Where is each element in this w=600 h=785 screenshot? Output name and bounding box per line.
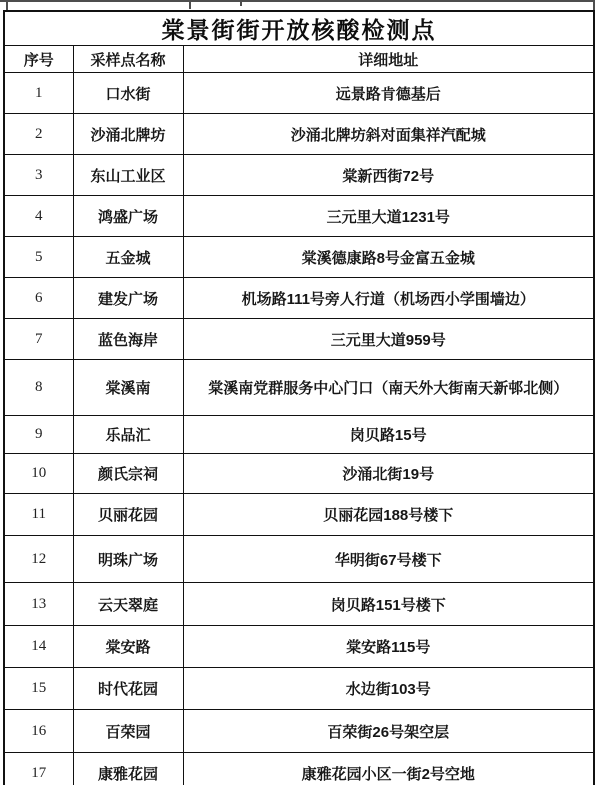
table-row: [4, 753, 594, 785]
row-number-cell: 15: [4, 668, 73, 710]
cropped-cell-border-tick: [240, 0, 242, 6]
column-header-name: 采样点名称: [73, 46, 183, 73]
row-number-cell: 6: [4, 278, 73, 319]
site-name-cell: 贝丽花园: [73, 494, 183, 536]
row-number-cell: 14: [4, 626, 73, 668]
site-name-cell: 云天翠庭: [73, 583, 183, 626]
site-name-cell: 百荣园: [73, 710, 183, 753]
row-number-cell: 10: [4, 454, 73, 494]
row-number-cell: 7: [4, 319, 73, 360]
table-title: 棠景街街开放核酸检测点: [4, 11, 594, 46]
row-number-cell: 3: [4, 155, 73, 196]
row-number-cell: 5: [4, 237, 73, 278]
table-row: [4, 360, 594, 416]
cropped-row-border-line: [0, 0, 595, 2]
table-row: [4, 196, 594, 237]
row-number-cell: 13: [4, 583, 73, 626]
table-row: [4, 583, 594, 626]
address-cell: 沙涌北街19号: [183, 454, 594, 494]
row-number-cell: 8: [4, 360, 73, 416]
table-row: [4, 114, 594, 155]
table-header-row: [4, 46, 594, 73]
table-row: [4, 278, 594, 319]
table-title-row: [4, 11, 594, 46]
cropped-cell-border-tick: [189, 0, 191, 9]
address-cell: 机场路111号旁人行道（机场西小学围墙边）: [183, 278, 594, 319]
table-row: [4, 319, 594, 360]
row-number-cell: 9: [4, 416, 73, 454]
site-name-cell: 时代花园: [73, 668, 183, 710]
address-cell: 华明街67号楼下: [183, 536, 594, 583]
row-number-cell: 1: [4, 73, 73, 114]
site-name-cell: 明珠广场: [73, 536, 183, 583]
table-row: [4, 155, 594, 196]
column-header-no: 序号: [4, 46, 73, 73]
site-name-cell: 口水街: [73, 73, 183, 114]
site-name-cell: 鸿盛广场: [73, 196, 183, 237]
site-name-cell: 东山工业区: [73, 155, 183, 196]
address-cell: 康雅花园小区一街2号空地: [183, 753, 594, 785]
testing-points-table: [3, 10, 595, 785]
table-row: [4, 494, 594, 536]
row-number-cell: 16: [4, 710, 73, 753]
address-cell: 沙涌北牌坊斜对面集祥汽配城: [183, 114, 594, 155]
row-number-cell: 12: [4, 536, 73, 583]
address-cell: 贝丽花园188号楼下: [183, 494, 594, 536]
table-row: [4, 237, 594, 278]
row-number-cell: 2: [4, 114, 73, 155]
site-name-cell: 乐品汇: [73, 416, 183, 454]
table-row: [4, 454, 594, 494]
column-header-address: 详细地址: [183, 46, 594, 73]
address-cell: 棠溪德康路8号金富五金城: [183, 237, 594, 278]
address-cell: 三元里大道959号: [183, 319, 594, 360]
table-row: [4, 416, 594, 454]
table-row: [4, 626, 594, 668]
site-name-cell: 棠安路: [73, 626, 183, 668]
address-cell: 三元里大道1231号: [183, 196, 594, 237]
row-number-cell: 4: [4, 196, 73, 237]
site-name-cell: 颜氏宗祠: [73, 454, 183, 494]
address-cell: 岗贝路151号楼下: [183, 583, 594, 626]
site-name-cell: 五金城: [73, 237, 183, 278]
site-name-cell: 沙涌北牌坊: [73, 114, 183, 155]
row-number-cell: 11: [4, 494, 73, 536]
site-name-cell: 建发广场: [73, 278, 183, 319]
address-cell: 百荣街26号架空层: [183, 710, 594, 753]
table-row: [4, 73, 594, 114]
address-cell: 岗贝路15号: [183, 416, 594, 454]
table-row: [4, 536, 594, 583]
table-row: [4, 668, 594, 710]
address-cell: 远景路肯德基后: [183, 73, 594, 114]
address-cell: 棠溪南党群服务中心门口（南天外大街南天新邨北侧）: [183, 360, 594, 416]
address-cell: 水边街103号: [183, 668, 594, 710]
row-number-cell: 17: [4, 753, 73, 785]
site-name-cell: 蓝色海岸: [73, 319, 183, 360]
address-cell: 棠新西街72号: [183, 155, 594, 196]
address-cell: 棠安路115号: [183, 626, 594, 668]
site-name-cell: 棠溪南: [73, 360, 183, 416]
site-name-cell: 康雅花园: [73, 753, 183, 785]
table-row: [4, 710, 594, 753]
